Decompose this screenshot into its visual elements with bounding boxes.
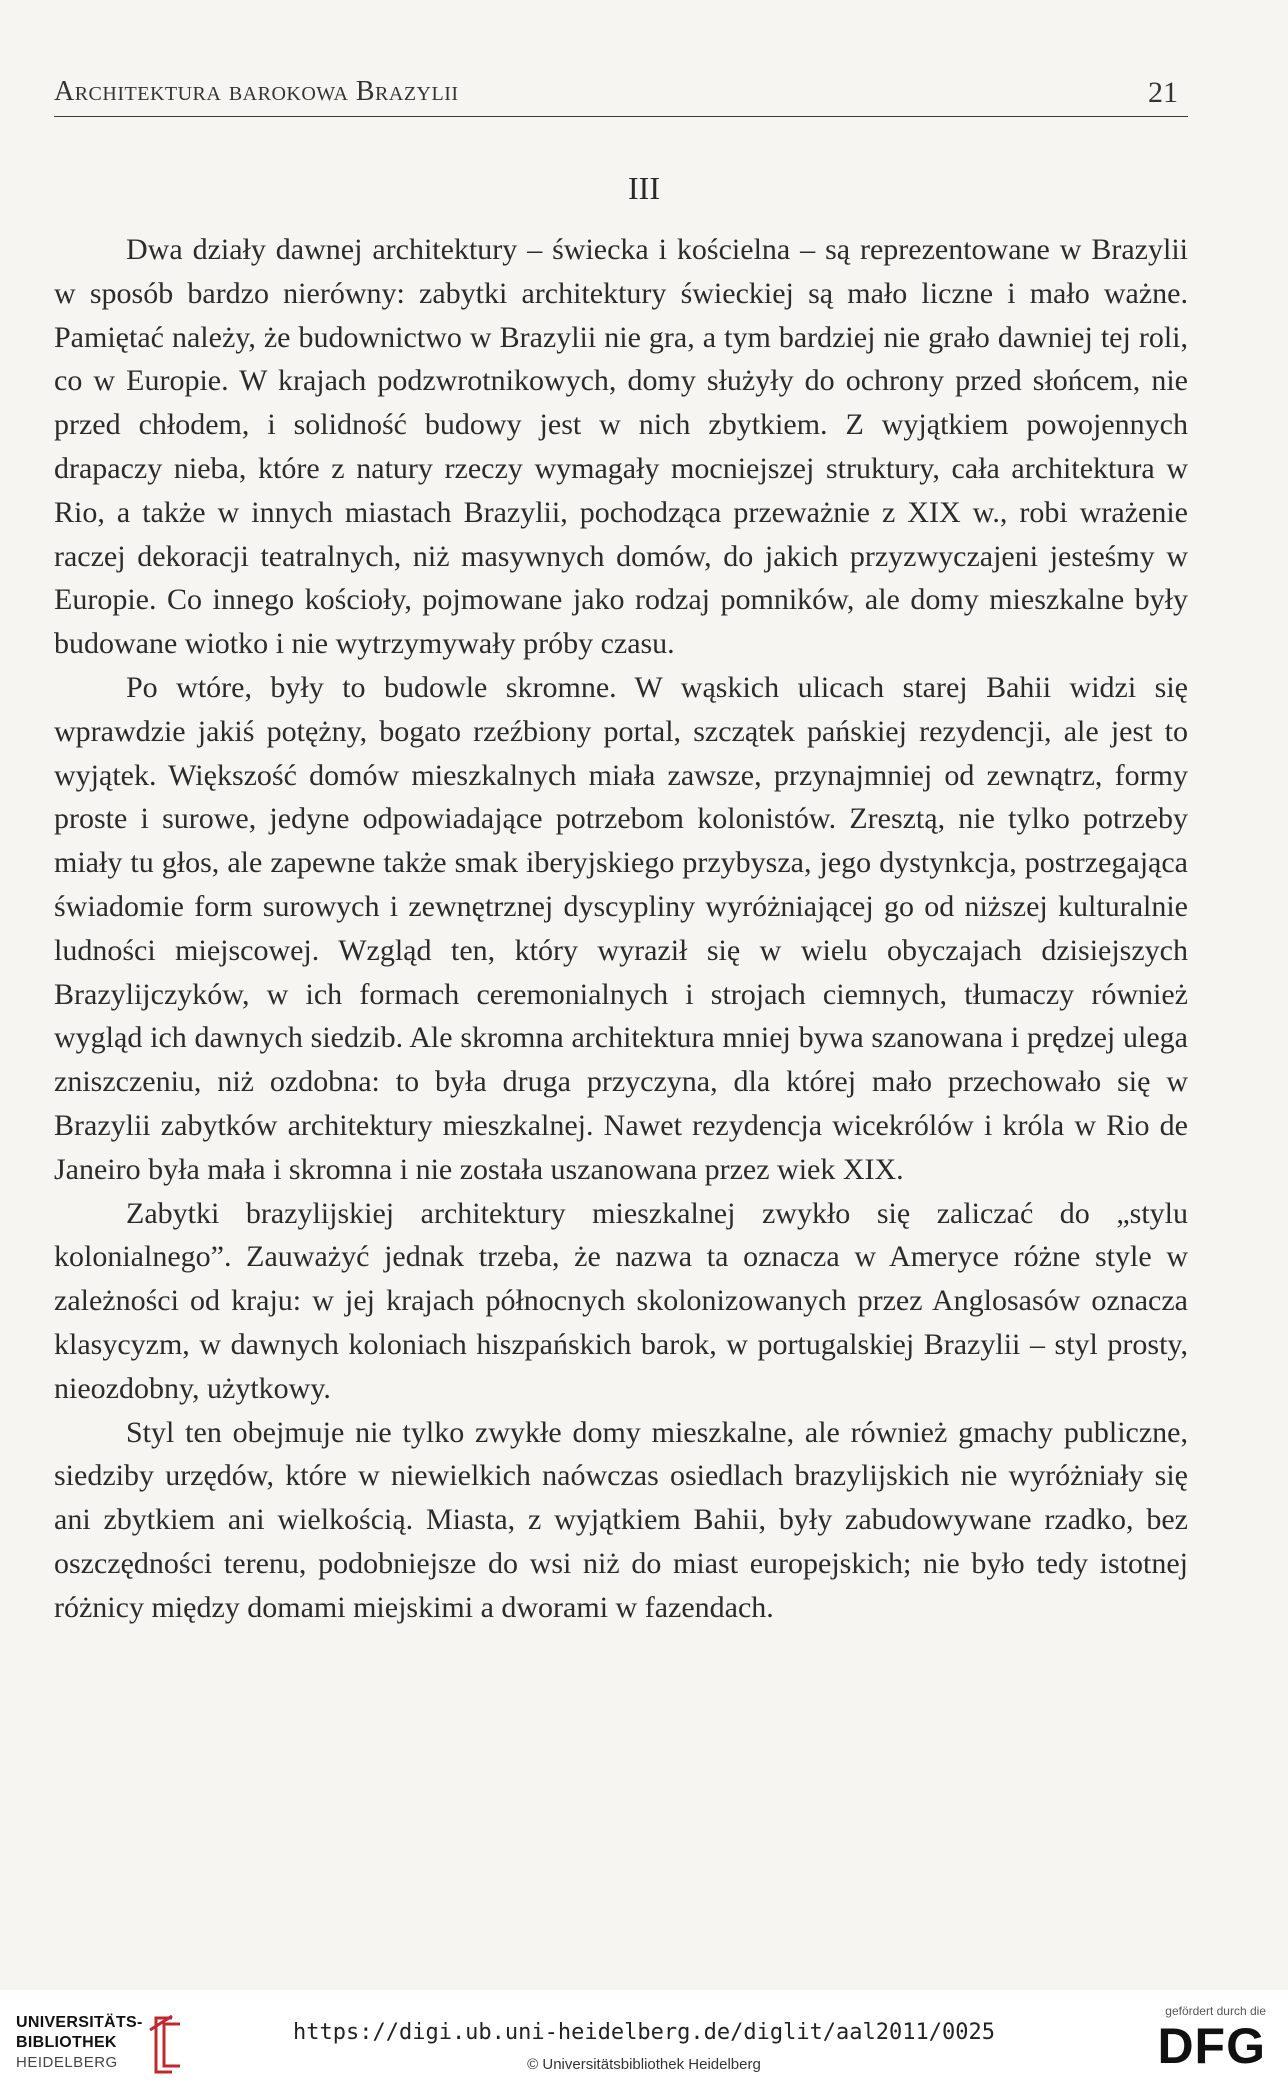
library-logo-line2: BIBLIOTHEK bbox=[16, 2034, 117, 2051]
body-text bbox=[54, 228, 1188, 1630]
paragraph: Styl ten obejmuje nie tylko zwykłe domy mieszkalne, ale również gmachy publiczne, siedziby urzędów, które w niewielkich naówczas osiedlach brazylijskich nie wyróżniały się ani zbytkiem ani wielkością. Miasta, z wyjątkiem Bahii, były zabudowywane rzadko, bez oszczędności terenu, podobniejsze do wsi niż do miast europejskich; nie było tedy istotnej różnicy między domami miejskimi a dworami w fazendach. bbox=[54, 1415, 1188, 1624]
paragraph: Dwa działy dawnej architektury – świecka i kościelna – są reprezentowane w Brazylii w sposób bardzo nierówny: zabytki architektury świeckiej są mało liczne i mało ważne. Pamiętać należy, że budownictwo w Brazylii nie gra, a tym bardziej nie grało dawniej tej roli, co w Europie. W krajach podzwrotnikowych, domy służyły do ochrony przed słońcem, nie przed chłodem, i solidność budowy jest w nich zbytkiem. Z wyjątkiem powojennych drapaczy nieba, które z natury rzeczy wymagały mocniejszej struktury, cała architektura w Rio, a także w innych miastach Brazylii, pochodząca przeważnie z XIX w., robi wrażenie raczej dekoracji teatralnych, niż masywnych domów, do jakich przyzwyczajeni jesteśmy w Europie. Co innego kościoły, pojmowane jako rodzaj pomników, ale domy mieszkalne były budowane wiotko i nie wytrzymywały próby czasu. bbox=[54, 233, 1188, 661]
library-logo-line1: UNIVERSITÄTS- bbox=[16, 2014, 143, 2031]
running-title: Architektura barokowa Brazylii bbox=[54, 76, 459, 107]
paragraph: Zabytki brazylijskiej architektury mieszkalnej zwykło się zaliczać do „stylu kolonialnego”. Zauważyć jednak trzeba, że nazwa ta oznacza w Ameryce różne style w zależności od kraju: w jej krajach północnych skolonizowanych przez Anglosasów oznacza klasycyzm, w dawnych koloniach hiszpańskich barok, w portugalskiej Brazylii – styl prosty, nieozdobny, użytkowy. bbox=[54, 1196, 1188, 1405]
running-header bbox=[54, 76, 1188, 117]
dfg-wordmark: DFG bbox=[1157, 2018, 1266, 2074]
permalink-url[interactable]: https://digi.ub.uni-heidelberg.de/diglit/aal2011/0025 bbox=[293, 2020, 995, 2045]
dfg-logo[interactable] bbox=[1126, 2004, 1266, 2084]
page-number: 21 bbox=[1148, 76, 1178, 109]
library-logo-line3: HEIDELBERG bbox=[16, 2054, 118, 2071]
paragraph: Po wtóre, były to budowle skromne. W wąskich ulicach starej Bahii widzi się wprawdzie jakiś potężny, bogato rzeźbiony portal, szczątek pańskiej rezydencji, ale jest to wyjątek. Większość domów mieszkalnych miała zawsze, przynajmniej od zewnątrz, formy proste i surowe, jedyne odpowiadające potrzebom kolonistów. Zresztą, nie tylko potrzeby miały tu głos, ale zapewne także smak iberyjskiego przybysza, jego dystynkcja, postrzegająca świadomie form surowych i zewnętrznej dyscypliny wyróżniającej go od niższej kulturalnie ludności miejscowej. Wzgląd ten, który wyraził się w wielu obyczajach dzisiejszych Brazylijczyków, w ich formach ceremonialnych i strojach ciemnych, tłumaczy również wygląd ich dawnych siedzib. Ale skromna architektura mniej bywa szanowana i prędzej ulega zniszczeniu, niż ozdobna: to była druga przyczyna, dla której mało przechowało się w Brazylii zabytków architektury mieszkalnej. Nawet rezydencja wicekrólów i króla w Rio de Janeiro była mała i skromna i nie została uszanowana przez wiek XIX. bbox=[54, 670, 1188, 1186]
copyright-notice: © Universitätsbibliothek Heidelberg bbox=[527, 2056, 761, 2073]
funding-note: gefördert durch die bbox=[1165, 2004, 1266, 2018]
digitization-footer bbox=[0, 1990, 1288, 2089]
section-heading: III bbox=[628, 170, 660, 206]
